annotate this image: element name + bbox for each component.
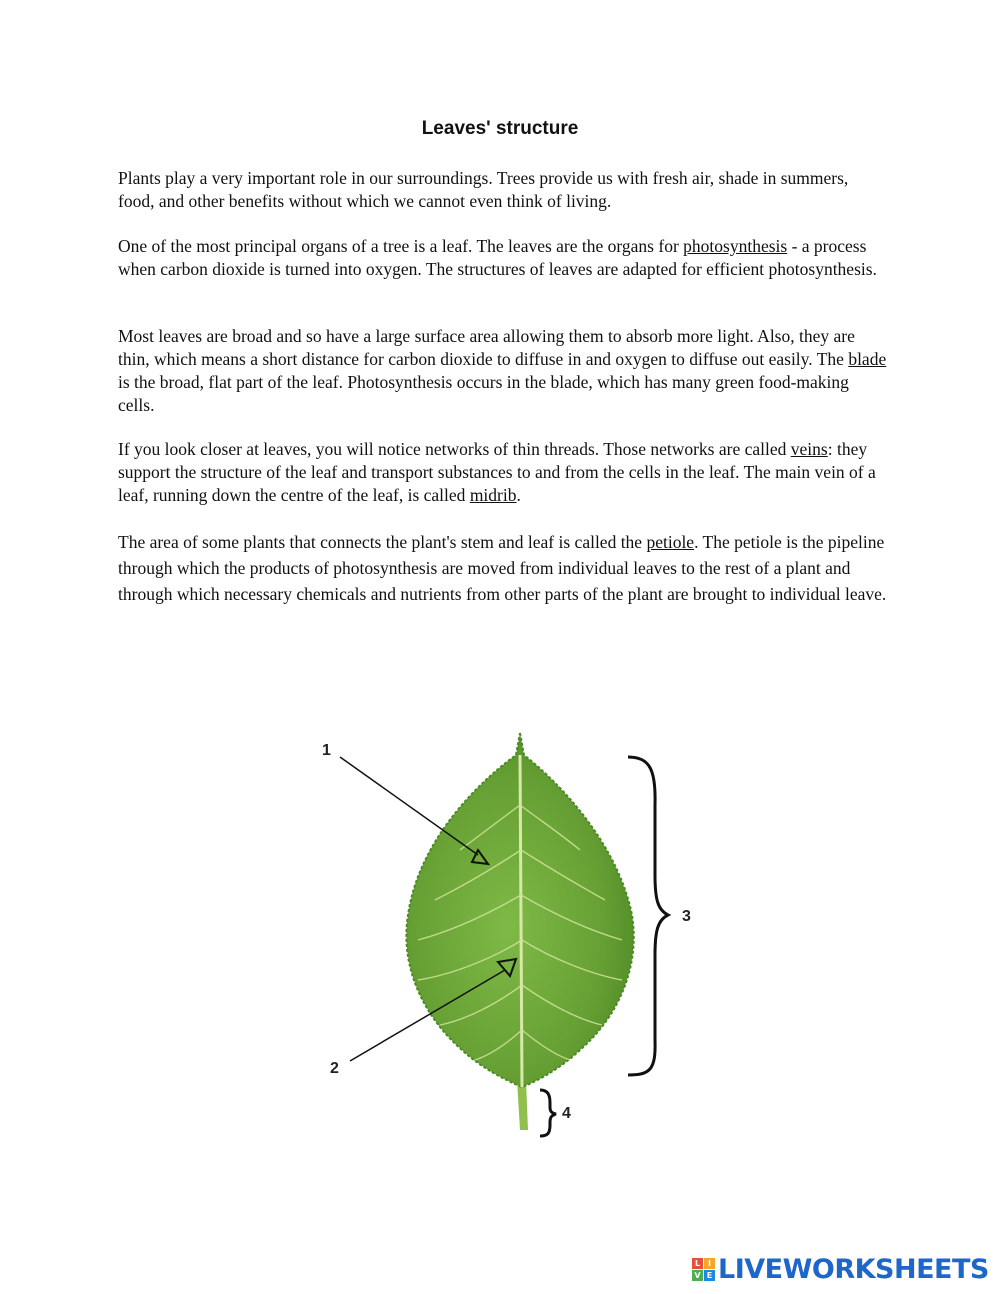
paragraph-text: Most leaves are broad and so have a large surface area allowing them to absorb more light. Also, they are thin, which means a short distance for carbon dioxide to diffuse in and oxygen to diffuse out easily. The xyxy=(118,326,855,369)
paragraph-text: The area of some plants that connects the plant's stem and leaf is called the xyxy=(118,532,647,552)
leaf-diagram xyxy=(300,725,720,1145)
term-petiole: petiole xyxy=(646,532,695,552)
paragraph-text: . xyxy=(516,485,521,505)
logo-text: LIVEWORKSHEETS xyxy=(718,1253,989,1285)
paragraph-blade xyxy=(118,325,888,417)
pointer-line-1 xyxy=(340,757,478,855)
logo-block: I xyxy=(704,1258,715,1269)
brace-4 xyxy=(540,1090,556,1136)
page-title: Leaves' structure xyxy=(421,118,579,139)
label-4: 4 xyxy=(562,1105,571,1122)
paragraph-text: : they support the structure of the leaf and transport substances to and from the cells in the leaf. The main vein of a leaf, running down the centre of the leaf, is called xyxy=(118,439,876,505)
paragraph-veins xyxy=(118,438,888,507)
label-3: 3 xyxy=(682,908,691,925)
paragraph-petiole xyxy=(118,529,888,607)
paragraph-photosynthesis xyxy=(118,235,888,281)
paragraph-text: One of the most principal organs of a tree is a leaf. The leaves are the organs for xyxy=(118,236,684,256)
label-2: 2 xyxy=(330,1060,339,1077)
label-1: 1 xyxy=(322,742,331,759)
term-photosynthesis: photosynthesis xyxy=(683,236,788,256)
leaf-petiole xyxy=(517,1080,528,1130)
logo-block: L xyxy=(692,1258,703,1269)
paragraph-text: . The petiole is the pipeline through which the products of photosynthesis are moved from individual leaves to the rest of a plant and through which necessary chemicals and nutrients from other parts of the plant are brought to individual leave. xyxy=(118,532,887,604)
logo-block: E xyxy=(704,1270,715,1281)
paragraph-text: Plants play a very important role in our surroundings. Trees provide us with fresh air, shade in summers, food, and other benefits without which we cannot even think of living. xyxy=(118,168,849,211)
logo-block: V xyxy=(692,1270,703,1281)
term-midrib: midrib xyxy=(469,485,517,505)
paragraph-text: - a process when carbon dioxide is turned into oxygen. The structures of leaves are adapted for efficient photosynthesis. xyxy=(118,236,877,279)
brace-3 xyxy=(628,757,668,1075)
paragraph-intro xyxy=(118,167,888,213)
term-blade: blade xyxy=(848,349,887,369)
paragraph-text: If you look closer at leaves, you will notice networks of thin threads. Those networks are called xyxy=(118,439,791,459)
logo-mark xyxy=(692,1258,715,1281)
paragraph-text: is the broad, flat part of the leaf. Photosynthesis occurs in the blade, which has many green food-making cells. xyxy=(118,372,849,415)
liveworksheets-logo xyxy=(692,1252,989,1286)
term-veins: veins xyxy=(790,439,828,459)
leaf-image xyxy=(406,733,633,1130)
